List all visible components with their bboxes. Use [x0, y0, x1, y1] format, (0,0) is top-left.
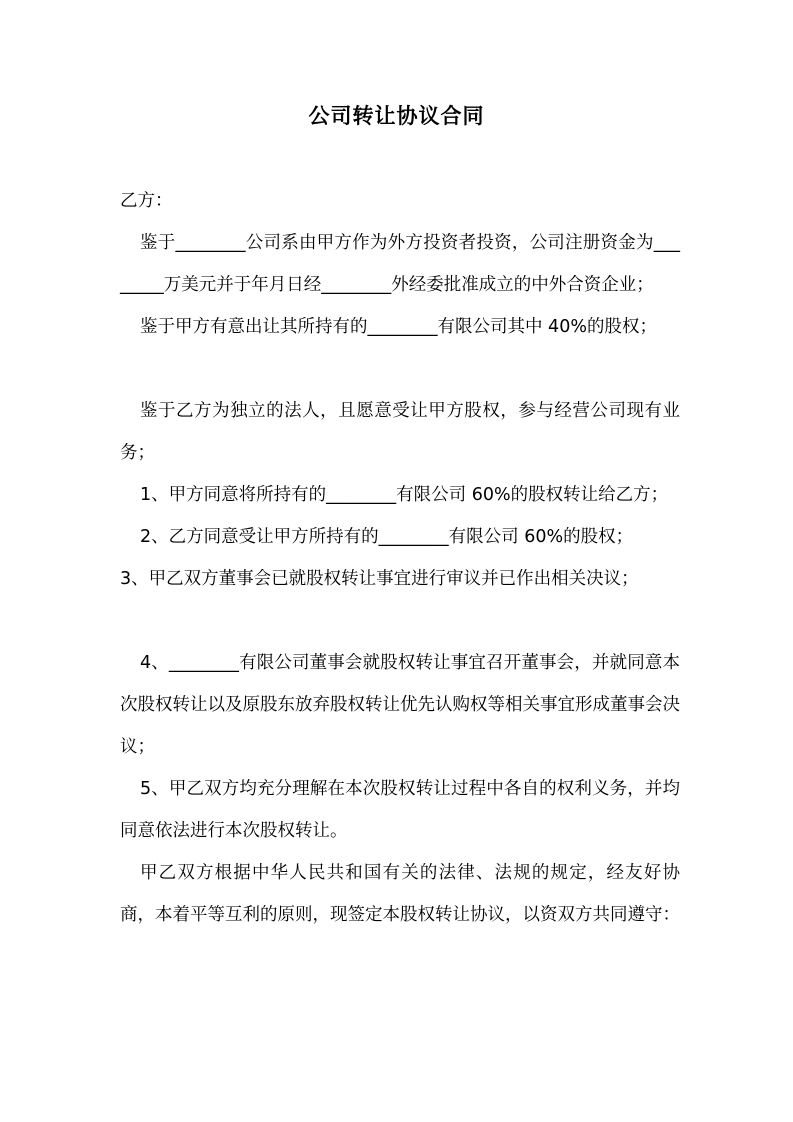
recital-transfer-intent: 鉴于甲方有意出让其所持有的________有限公司其中 40%的股权； — [140, 317, 657, 337]
document-title: 公司转让协议合同 — [308, 104, 485, 128]
closing-statement: 甲乙双方根据中华人民共和国有关的法律、法规的规定，经友好协商，本着平等互利的原则，现签定本股权转让协议，以资双方共同遵守： — [120, 863, 680, 925]
clause-2: 2、乙方同意受让甲方所持有的________有限公司 60%的股权； — [140, 527, 634, 547]
recital-party-b-legal-person: 鉴于乙方为独立的法人，且愿意受让甲方股权，参与经营公司现有业务； — [120, 401, 680, 463]
recital-company-registration: 鉴于________公司系由甲方作为外方投资者投资，公司注册资金为________万美元并于年月日经________外经委批准成立的中外合资企业； — [120, 233, 680, 295]
paragraph-spacer — [120, 600, 680, 642]
clause-3: 3、甲乙双方董事会已就股权转让事宜进行审议并已作出相关决议； — [120, 569, 639, 589]
document-body — [120, 180, 680, 936]
paragraph-spacer — [120, 348, 680, 390]
party-b-line: 乙方： — [120, 191, 173, 211]
clause-4: 4、________有限公司董事会就股权转让事宜召开董事会，并就同意本次股权转让以及原股东放弃股权转让优先认购权等相关事宜形成董事会决议； — [120, 653, 680, 757]
clause-5: 5、甲乙双方均充分理解在本次股权转让过程中各自的权利义务，并均同意依法进行本次股权转让。 — [120, 779, 680, 841]
clause-1: 1、甲方同意将所持有的________有限公司 60%的股权转让给乙方； — [140, 485, 669, 505]
